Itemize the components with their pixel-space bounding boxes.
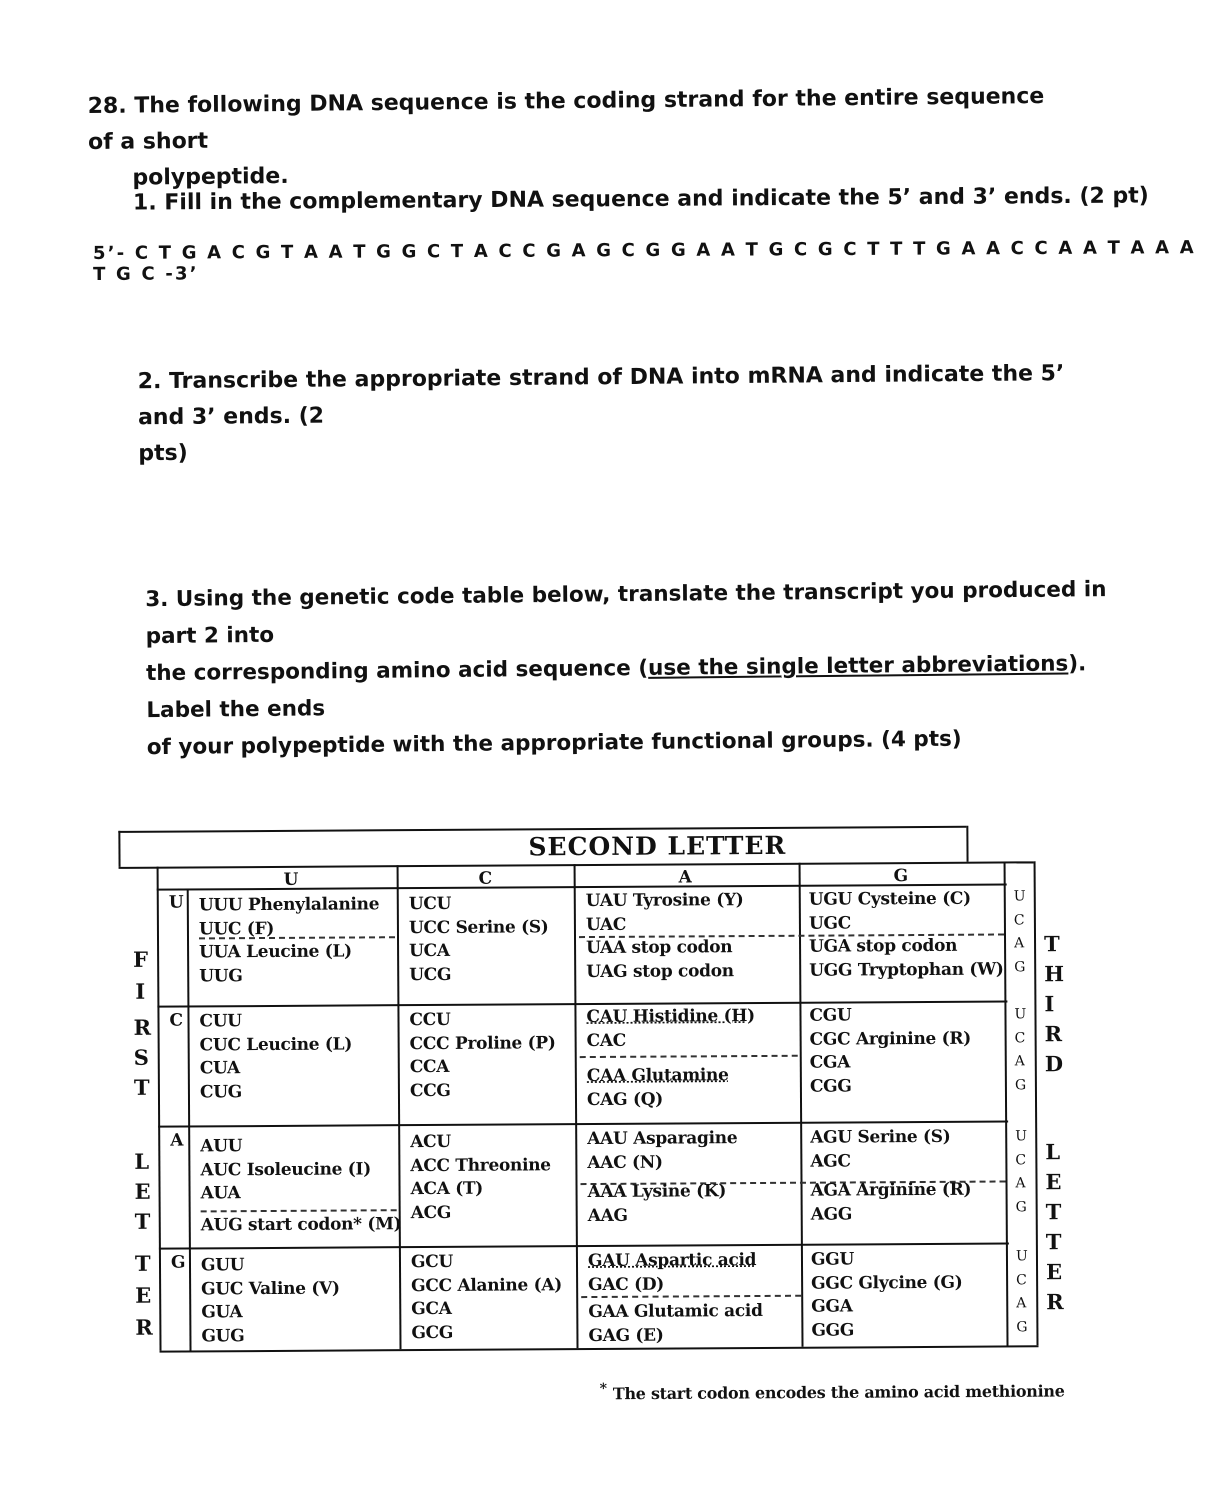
codon-line: UCC Serine (S) xyxy=(408,916,549,938)
codon-line: UUC (F) xyxy=(198,918,275,939)
codon-line: CCU xyxy=(409,1009,451,1031)
third-word-letter-col xyxy=(1045,1137,1064,1317)
third-word-letter: R xyxy=(1044,1021,1063,1047)
codon-line: ACA (T) xyxy=(410,1178,484,1200)
third-letter: C xyxy=(1013,911,1025,928)
codon-line: CAG (Q) xyxy=(586,1089,664,1110)
third-letter: U xyxy=(1015,1248,1028,1265)
codon-cell-ag xyxy=(810,1126,971,1227)
codon-line: GAA Glutamic acid xyxy=(588,1300,763,1323)
third-letter: A xyxy=(1013,935,1025,952)
codon-cell-aa xyxy=(587,1127,738,1228)
genetic-code-table xyxy=(118,825,1071,1404)
codon-line: GAG (E) xyxy=(588,1325,664,1346)
codon-line: AGC xyxy=(810,1150,851,1172)
part3-line3: of your polypeptide with the appropriate functional groups. (4 pts) xyxy=(146,726,962,761)
first-letter-c: C xyxy=(169,1010,184,1031)
codon-line: GCC Alanine (A) xyxy=(411,1274,563,1296)
codon-line: GUA xyxy=(201,1302,243,1323)
third-word-letter: L xyxy=(1045,1139,1061,1165)
start-codon-footnote xyxy=(600,1378,1065,1403)
first-word-letter: F xyxy=(133,946,149,972)
codon-line: ACC Threonine xyxy=(410,1154,551,1176)
first-word-letter: T xyxy=(134,1208,151,1234)
codon-cell-gu xyxy=(201,1254,340,1349)
codon-line: CCA xyxy=(409,1056,450,1078)
codon-line: UGU Cysteine (C) xyxy=(808,888,971,910)
col-header-g: G xyxy=(893,866,909,887)
part2-prompt xyxy=(138,356,1109,472)
third-letter: A xyxy=(1014,1053,1025,1070)
third-letters-block xyxy=(1015,1125,1027,1219)
codon-cell-cg xyxy=(809,1004,971,1099)
codon-line: GAU Aspartic acid xyxy=(587,1250,757,1272)
third-word-letter: I xyxy=(1044,991,1055,1017)
question-line2: polypeptide. xyxy=(132,163,289,191)
question-number-line: 28. The following DNA sequence is the xyxy=(87,88,574,120)
footnote-text: The start codon encodes the amino acid methionine xyxy=(612,1381,1065,1404)
third-letter: U xyxy=(1013,888,1026,905)
codon-line: AAU Asparagine xyxy=(587,1128,738,1150)
codon-line: UAU Tyrosine (Y) xyxy=(585,890,744,912)
third-word-letter: D xyxy=(1044,1051,1064,1077)
third-word-letter: E xyxy=(1045,1169,1062,1195)
col-header-c: C xyxy=(478,868,493,889)
first-letter-g: G xyxy=(170,1252,186,1273)
codon-cell-cc xyxy=(409,1008,556,1103)
codon-cell-au xyxy=(200,1134,401,1237)
codon-cell-gc xyxy=(411,1250,562,1345)
first-word-letter: R xyxy=(135,1314,153,1340)
codon-line: ACU xyxy=(410,1131,451,1153)
third-letter: U xyxy=(1014,1006,1027,1023)
codon-line: CUU xyxy=(199,1011,242,1032)
first-word-letter: R xyxy=(133,1014,152,1040)
third-letter: C xyxy=(1014,1029,1026,1046)
part3-line2a: the corresponding amino acid sequence ( xyxy=(145,655,649,687)
third-letters-block xyxy=(1014,1003,1026,1097)
codon-line: CGU xyxy=(809,1005,852,1026)
third-letter: G xyxy=(1015,1198,1027,1215)
col-header-u: U xyxy=(283,869,299,890)
codon-line: UAG stop codon xyxy=(586,960,734,982)
codon-line: GCA xyxy=(411,1298,452,1320)
codon-line: CUC Leucine (L) xyxy=(199,1033,353,1055)
part2-line2: pts) xyxy=(138,440,188,467)
third-word-letter: T xyxy=(1045,1229,1062,1255)
codon-line: AGA Arginine (R) xyxy=(810,1179,972,1201)
dna-sequence: 5’- C T G A C G T A A T G G C T A C C G A G C G G A A T G C G C T T T G A A C C A A T A A A T G C -3’ xyxy=(92,237,1196,285)
footnote-mark: * xyxy=(599,1380,607,1397)
codon-line: GUG xyxy=(201,1325,245,1346)
codon-line: CGG xyxy=(809,1075,852,1097)
codon-line: AUG start codon* (M) xyxy=(200,1213,402,1235)
part3-prompt xyxy=(145,571,1127,766)
part3-underlined: use the single letter abbreviations xyxy=(647,651,1069,681)
codon-line: CAA Glutamine xyxy=(586,1065,729,1087)
codon-line: AUA xyxy=(200,1183,241,1204)
third-letter: C xyxy=(1016,1271,1027,1288)
codon-line: AAG xyxy=(587,1205,628,1226)
codon-line: AAA Lysine (K) xyxy=(587,1181,727,1203)
codon-line: GCU xyxy=(410,1251,454,1273)
codon-line: AGG xyxy=(810,1203,853,1225)
codon-line: GCG xyxy=(411,1322,454,1343)
codon-cell-gg xyxy=(811,1248,963,1343)
codon-line: CCC Proline (P) xyxy=(409,1032,556,1054)
third-word-third xyxy=(1044,929,1065,1079)
first-word-letter: T xyxy=(133,1074,150,1100)
codon-line: UGC xyxy=(808,912,851,934)
third-letters-block xyxy=(1014,885,1026,979)
part1-prompt: 1. Fill in the complementary DNA sequence and indicate the 5’ and 3’ ends. (2 pt) xyxy=(132,183,1149,216)
part2-line1: 2. Transcribe the appropriate strand of DNA into mRNA and indicate the 5’ and 3’ ends. (2 xyxy=(137,361,1065,431)
codon-line: UCU xyxy=(408,893,452,915)
first-letter-a: A xyxy=(170,1130,184,1151)
codon-cell-ca xyxy=(586,1005,755,1112)
first-word-letter: E xyxy=(134,1178,151,1204)
codon-line: UGA stop codon xyxy=(809,935,958,957)
third-letter: U xyxy=(1015,1128,1028,1145)
third-word-letter: R xyxy=(1046,1289,1064,1315)
part3-line2b: ). Label the ends xyxy=(146,651,1087,724)
codon-line: GAC (D) xyxy=(588,1274,665,1295)
codon-cell-ug xyxy=(809,888,1004,983)
codon-line: GGG xyxy=(811,1319,855,1341)
codon-line: GGC Glycine (G) xyxy=(811,1272,963,1294)
third-word-letter: H xyxy=(1044,961,1065,987)
third-letter: G xyxy=(1014,958,1026,975)
first-word-letter: E xyxy=(135,1282,152,1308)
first-word-letter: L xyxy=(134,1148,150,1174)
codon-line: GGA xyxy=(811,1296,853,1317)
coding-strand-term: coding strand xyxy=(573,87,745,114)
third-letter: A xyxy=(1015,1175,1026,1192)
codon-line: CAU Histidine (H) xyxy=(586,1006,755,1028)
first-word-letter: S xyxy=(133,1044,149,1070)
codon-line: AGU Serine (S) xyxy=(810,1126,951,1148)
question-line-rest: for the entire sequence of a short xyxy=(87,84,1045,156)
first-word-letter: T xyxy=(134,1250,151,1276)
codon-line: UUU Phenylalanine xyxy=(198,894,380,916)
codon-cell-cu xyxy=(199,1009,352,1104)
codon-cell-uc xyxy=(409,892,549,987)
codon-line: UCA xyxy=(409,940,450,962)
codon-line: CUA xyxy=(199,1058,240,1079)
codon-line: ACG xyxy=(410,1202,452,1223)
codon-line: UUA Leucine (L) xyxy=(199,941,352,963)
codon-line: AUU xyxy=(200,1136,243,1157)
third-letters-block xyxy=(1016,1245,1028,1339)
first-letter-u: U xyxy=(168,892,184,913)
codon-line: AUC Isoleucine (I) xyxy=(200,1158,371,1180)
third-word-letter: T xyxy=(1043,931,1060,957)
codon-line: CCG xyxy=(409,1080,451,1101)
codon-line: CUG xyxy=(199,1081,242,1102)
codon-line: CGC Arginine (R) xyxy=(809,1028,972,1050)
codon-line: AAC (N) xyxy=(587,1152,663,1173)
codon-line: GUU xyxy=(200,1255,245,1276)
codon-cell-ua xyxy=(586,889,744,984)
codon-line: UCG xyxy=(409,964,452,985)
part3-line1: 3. Using the genetic code table below, translate the transcript you produced in part 2 into xyxy=(145,577,1107,650)
third-letter: G xyxy=(1014,1076,1027,1093)
third-letter: G xyxy=(1016,1318,1028,1335)
codon-cell-ga xyxy=(588,1249,763,1348)
col-header-a: A xyxy=(678,867,692,888)
codon-line: UAC xyxy=(585,914,627,935)
third-letter: A xyxy=(1016,1295,1027,1312)
codon-line: CGA xyxy=(809,1052,851,1073)
codon-line: CAC xyxy=(586,1030,627,1051)
third-word-letter: E xyxy=(1045,1259,1063,1285)
third-word-letter: T xyxy=(1045,1199,1062,1225)
codon-line: GUC Valine (V) xyxy=(201,1278,340,1299)
codon-line: UGG Tryptophan (W) xyxy=(809,959,1004,981)
codon-cell-ac xyxy=(410,1130,551,1225)
codon-line: UAA stop codon xyxy=(586,937,733,959)
codon-line: UUG xyxy=(199,965,243,986)
first-word-letter: I xyxy=(135,978,146,1004)
second-letter-header: SECOND LETTER xyxy=(528,830,787,862)
codon-line: GGU xyxy=(810,1249,855,1270)
codon-cell-uu xyxy=(199,893,380,988)
third-letter: C xyxy=(1015,1151,1027,1168)
